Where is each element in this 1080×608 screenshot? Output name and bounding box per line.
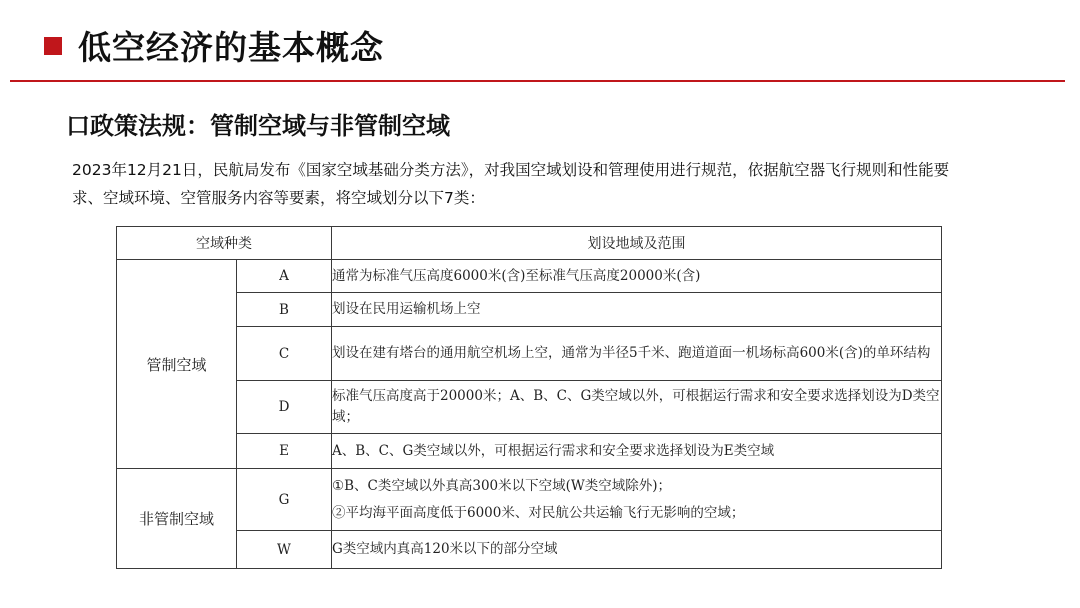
table-row xyxy=(117,260,942,293)
page-title: 低空经济的基本概念 xyxy=(78,28,384,67)
airspace-description: 划设在建有塔台的通用航空机场上空，通常为半径5千米、跑道道面一机场标高600米(含)的单环结构 xyxy=(332,327,942,381)
table-row xyxy=(117,381,942,434)
table-row xyxy=(117,293,942,327)
airspace-code: E xyxy=(237,434,332,469)
header-area-scope: 划设地域及范围 xyxy=(332,227,942,260)
table-row xyxy=(117,434,942,469)
airspace-classification-table xyxy=(116,226,942,569)
table-row xyxy=(117,327,942,381)
header-divider xyxy=(10,80,1065,82)
airspace-code: W xyxy=(237,531,332,569)
airspace-description xyxy=(332,469,942,531)
airspace-description: 划设在民用运输机场上空 xyxy=(332,293,942,327)
airspace-description: A、B、C、G类空域以外，可根据运行需求和安全要求选择划设为E类空域 xyxy=(332,434,942,469)
description-line: ①B、C类空域以外真高300米以下空域(W类空域除外)； xyxy=(332,477,672,494)
airspace-code: A xyxy=(237,260,332,293)
category-uncontrolled: 非管制空域 xyxy=(117,469,237,569)
section-subtitle: 口政策法规：管制空域与非管制空域 xyxy=(66,112,450,140)
airspace-description: G类空域内真高120米以下的部分空域 xyxy=(332,531,942,569)
title-bullet-square xyxy=(44,37,62,55)
header-airspace-type: 空域种类 xyxy=(117,227,332,260)
airspace-description: 标准气压高度高于20000米；A、B、C、G类空域以外，可根据运行需求和安全要求选择划设为D类空域； xyxy=(332,381,942,434)
airspace-description: 通常为标准气压高度6000米(含)至标准气压高度20000米(含) xyxy=(332,260,942,293)
airspace-code: B xyxy=(237,293,332,327)
airspace-code: D xyxy=(237,381,332,434)
slide-header xyxy=(0,0,1080,86)
airspace-code: C xyxy=(237,327,332,381)
category-controlled: 管制空域 xyxy=(117,260,237,469)
table-header-row xyxy=(117,227,942,260)
airspace-code: G xyxy=(237,469,332,531)
intro-paragraph: 2023年12月21日，民航局发布《国家空域基础分类方法》，对我国空域划设和管理使用进行规范，依据航空器飞行规则和性能要求、空域环境、空管服务内容等要素，将空域划分以下7类： xyxy=(72,161,950,207)
description-line: ②平均海平面高度低于6000米、对民航公共运输飞行无影响的空域； xyxy=(332,504,745,521)
table-row xyxy=(117,531,942,569)
table-row xyxy=(117,469,942,531)
